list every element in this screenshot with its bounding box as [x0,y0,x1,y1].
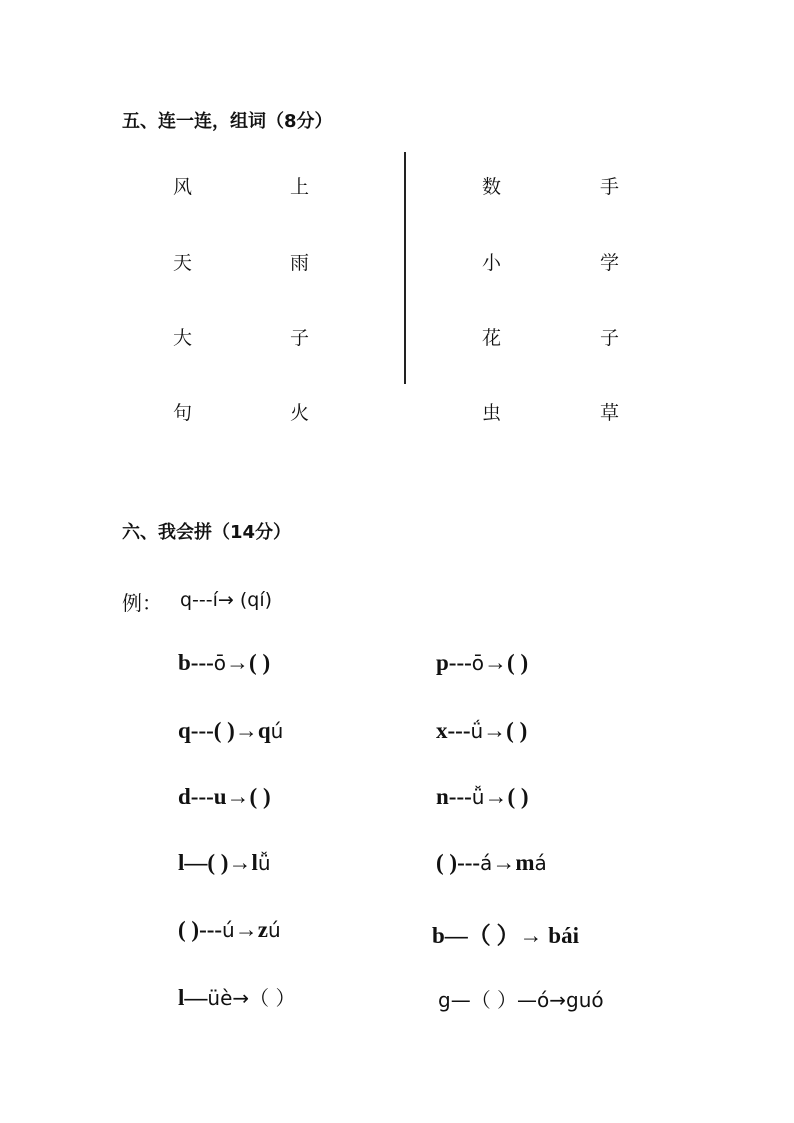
section5-title: 五、连一连，组词（8分） [122,111,333,132]
word-char: 数 [482,176,502,198]
word-char: 手 [600,176,620,198]
word-char: 雨 [290,252,310,274]
word-char: 上 [290,176,310,198]
word-char: 学 [600,252,620,274]
section6-title: 六、我会拼（14分） [122,522,292,543]
word-char: 子 [600,327,620,349]
pinyin-item: l—üè→（ ） [178,985,296,1010]
pinyin-item: q---( )→qú [178,718,284,743]
pinyin-item: ( )---á→má [436,850,547,875]
pinyin-item: x---ǘ→( ) [436,718,528,743]
word-char: 风 [173,176,193,198]
pinyin-item: p---ō→( ) [436,650,529,675]
word-char: 子 [290,327,310,349]
example-text: q---í→ (qí) [180,589,273,611]
word-char: 天 [173,252,193,274]
pinyin-item: n---ǚ→( ) [436,784,529,809]
pinyin-item: d---u→( ) [178,784,271,809]
word-char: 大 [173,327,193,349]
word-char: 小 [482,252,502,274]
pinyin-item: b---ō→( ) [178,650,271,675]
example-label: 例： [122,591,162,615]
pinyin-item: b—（ ）→ bái [432,923,579,948]
pinyin-item: g—（ ）—ó→guó [438,988,604,1012]
word-char: 草 [600,402,620,424]
pinyin-item: ( )---ú→zú [178,917,281,942]
pinyin-item: l—( )→lǚ [178,850,271,875]
column-divider [404,152,406,384]
word-char: 花 [482,327,502,349]
word-char: 句 [173,402,193,424]
word-char: 火 [290,402,310,424]
word-char: 虫 [482,402,502,424]
